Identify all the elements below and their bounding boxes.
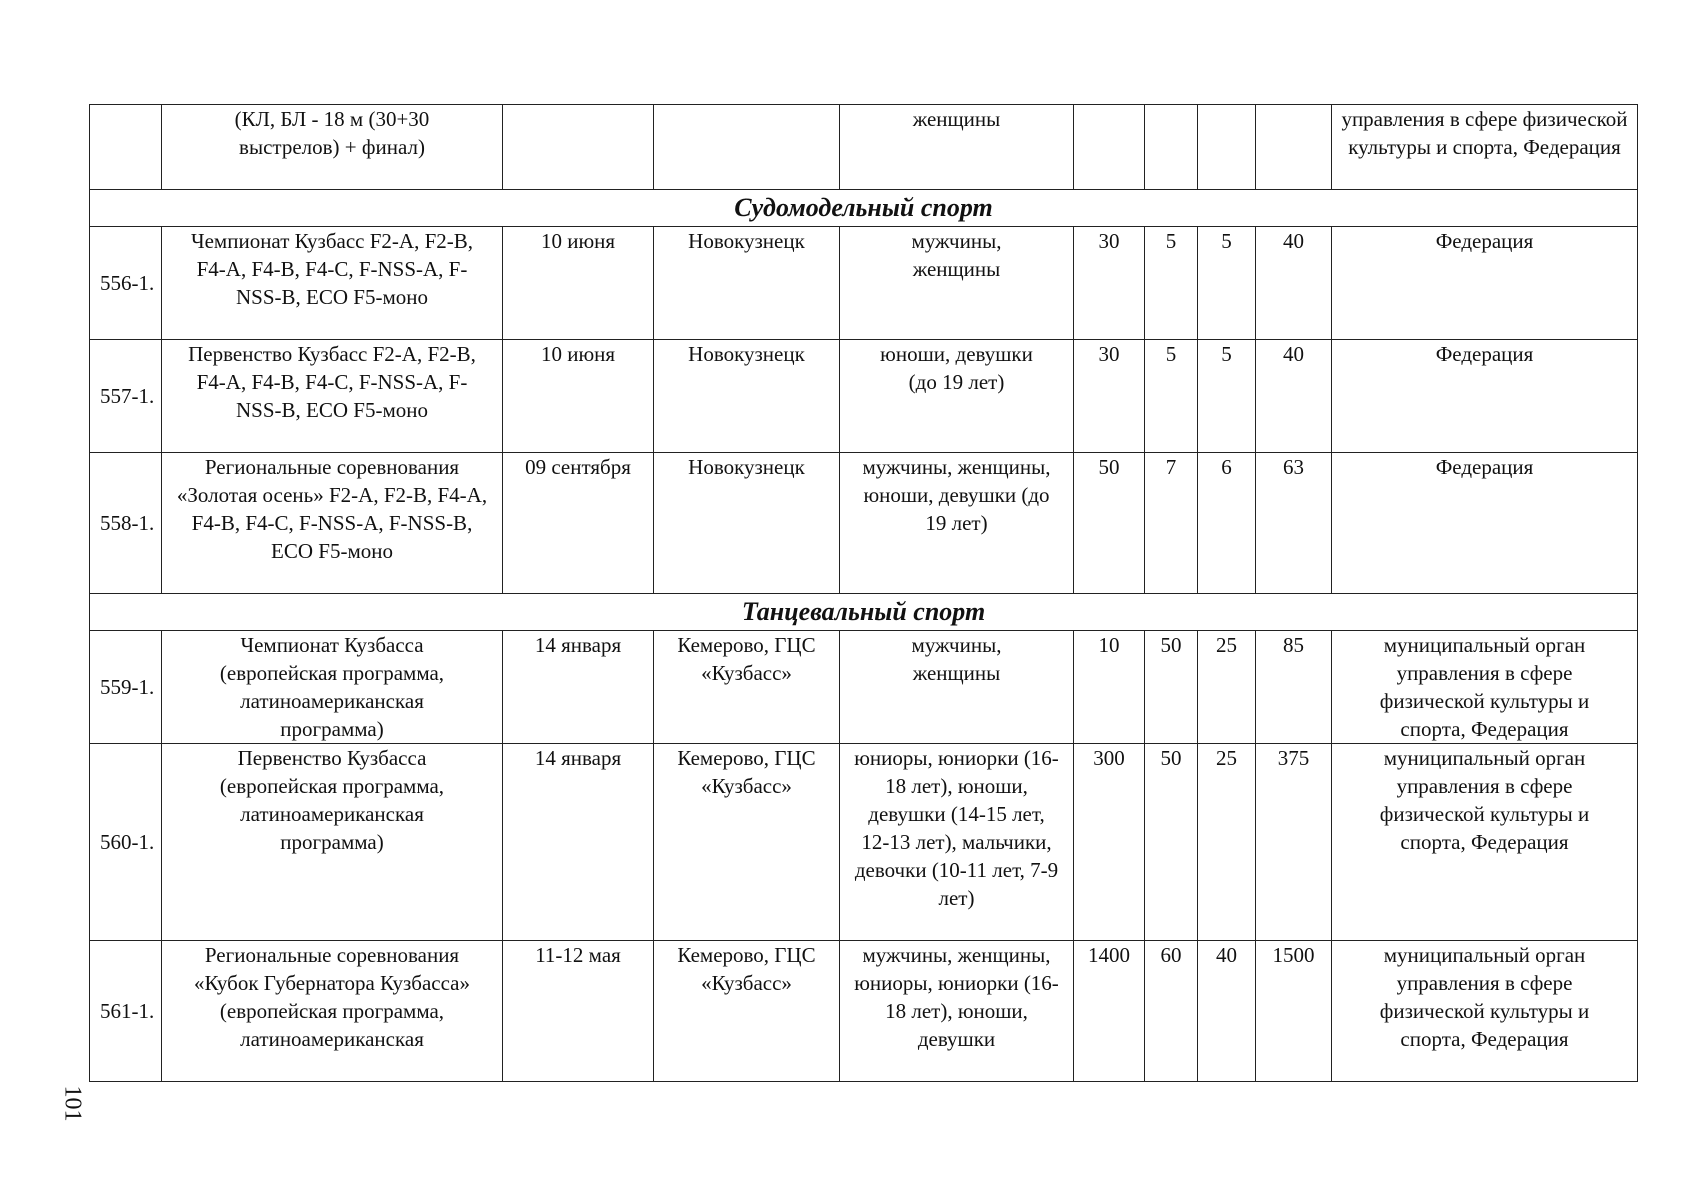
cell-name: Первенство Кузбасса (европейская программа, латиноамериканская программа) [162, 744, 503, 941]
cell-num: 558-1. [90, 453, 162, 594]
cell-count-3 [1198, 105, 1256, 190]
cell-date: 11-12 мая [503, 941, 654, 1082]
cell-place: Кемерово, ГЦС «Кузбасс» [654, 941, 840, 1082]
cell-count-1: 1400 [1074, 941, 1145, 1082]
cell-date: 14 января [503, 744, 654, 941]
cell-count-4: 63 [1256, 453, 1332, 594]
table-row [90, 631, 1638, 744]
table-row [90, 941, 1638, 1082]
cell-count-4: 375 [1256, 744, 1332, 941]
cell-org: Федерация [1332, 453, 1638, 594]
cell-count-3: 5 [1198, 227, 1256, 340]
cell-participants: юниоры, юниорки (16-18 лет), юноши, девушки (14-15 лет, 12-13 лет), мальчики, девочки (10-11 лет, 7-9 лет) [840, 744, 1074, 941]
cell-count-4: 1500 [1256, 941, 1332, 1082]
cell-participants: мужчины, женщины, юноши, девушки (до 19 лет) [840, 453, 1074, 594]
cell-name: Региональные соревнования «Кубок Губернатора Кузбасса» (европейская программа, латиноамериканская [162, 941, 503, 1082]
cell-org: управления в сфере физической культуры и спорта, Федерация [1332, 105, 1638, 190]
cell-num [90, 105, 162, 190]
page-number: 101 [59, 1085, 86, 1122]
cell-num: 561-1. [90, 941, 162, 1082]
cell-org: муниципальный орган управления в сфере физической культуры и спорта, Федерация [1332, 744, 1638, 941]
cell-count-4: 85 [1256, 631, 1332, 744]
cell-org: Федерация [1332, 227, 1638, 340]
cell-org: муниципальный орган управления в сфере физической культуры и спорта, Федерация [1332, 631, 1638, 744]
events-table [89, 104, 1638, 1082]
table-row [90, 744, 1638, 941]
cell-name: Первенство Кузбасс F2-A, F2-B, F4-A, F4-B, F4-C, F-NSS-A, F-NSS-B, ECO F5-моно [162, 340, 503, 453]
cell-count-4: 40 [1256, 227, 1332, 340]
table-row [90, 340, 1638, 453]
cell-place: Кемерово, ГЦС «Кузбасс» [654, 631, 840, 744]
cell-num: 557-1. [90, 340, 162, 453]
cell-count-1: 50 [1074, 453, 1145, 594]
cell-count-1 [1074, 105, 1145, 190]
cell-place: Новокузнецк [654, 453, 840, 594]
cell-place [654, 105, 840, 190]
cell-count-3: 6 [1198, 453, 1256, 594]
cell-count-2: 5 [1145, 340, 1198, 453]
section-row [90, 190, 1638, 227]
cell-participants: юноши, девушки (до 19 лет) [840, 340, 1074, 453]
cell-count-2: 7 [1145, 453, 1198, 594]
cell-count-2: 5 [1145, 227, 1198, 340]
cell-name: Региональные соревнования «Золотая осень» F2-A, F2-B, F4-A, F4-B, F4-C, F-NSS-A, F-NSS-B, ECO F5-моно [162, 453, 503, 594]
cell-place: Кемерово, ГЦС «Кузбасс» [654, 744, 840, 941]
cell-count-1: 10 [1074, 631, 1145, 744]
cell-date: 10 июня [503, 227, 654, 340]
section-row [90, 594, 1638, 631]
cell-participants: мужчины, женщины, юниоры, юниорки (16-18 лет), юноши, девушки [840, 941, 1074, 1082]
cell-date: 14 января [503, 631, 654, 744]
cell-place: Новокузнецк [654, 227, 840, 340]
cell-name: Чемпионат Кузбасс F2-A, F2-B, F4-A, F4-B, F4-C, F-NSS-A, F-NSS-B, ECO F5-моно [162, 227, 503, 340]
cell-date [503, 105, 654, 190]
cell-date: 09 сентября [503, 453, 654, 594]
cell-name: (КЛ, БЛ - 18 м (30+30 выстрелов) + финал) [162, 105, 503, 190]
cell-org: муниципальный орган управления в сфере физической культуры и спорта, Федерация [1332, 941, 1638, 1082]
cell-org: Федерация [1332, 340, 1638, 453]
cell-num: 556-1. [90, 227, 162, 340]
cell-count-2: 50 [1145, 631, 1198, 744]
section-heading: Судомодельный спорт [90, 190, 1638, 227]
cell-date: 10 июня [503, 340, 654, 453]
cell-participants: женщины [840, 105, 1074, 190]
table-row [90, 227, 1638, 340]
continued-row [90, 105, 1638, 190]
cell-count-3: 5 [1198, 340, 1256, 453]
table-row [90, 453, 1638, 594]
cell-count-4: 40 [1256, 340, 1332, 453]
cell-count-3: 25 [1198, 631, 1256, 744]
cell-count-2 [1145, 105, 1198, 190]
cell-count-1: 300 [1074, 744, 1145, 941]
cell-count-3: 25 [1198, 744, 1256, 941]
cell-name: Чемпионат Кузбасса (европейская программа, латиноамериканская программа) [162, 631, 503, 744]
cell-count-1: 30 [1074, 340, 1145, 453]
cell-place: Новокузнецк [654, 340, 840, 453]
cell-count-4 [1256, 105, 1332, 190]
cell-num: 559-1. [90, 631, 162, 744]
cell-participants: мужчины, женщины [840, 631, 1074, 744]
cell-participants: мужчины, женщины [840, 227, 1074, 340]
cell-count-3: 40 [1198, 941, 1256, 1082]
cell-count-2: 60 [1145, 941, 1198, 1082]
section-heading: Танцевальный спорт [90, 594, 1638, 631]
cell-num: 560-1. [90, 744, 162, 941]
cell-count-1: 30 [1074, 227, 1145, 340]
cell-count-2: 50 [1145, 744, 1198, 941]
